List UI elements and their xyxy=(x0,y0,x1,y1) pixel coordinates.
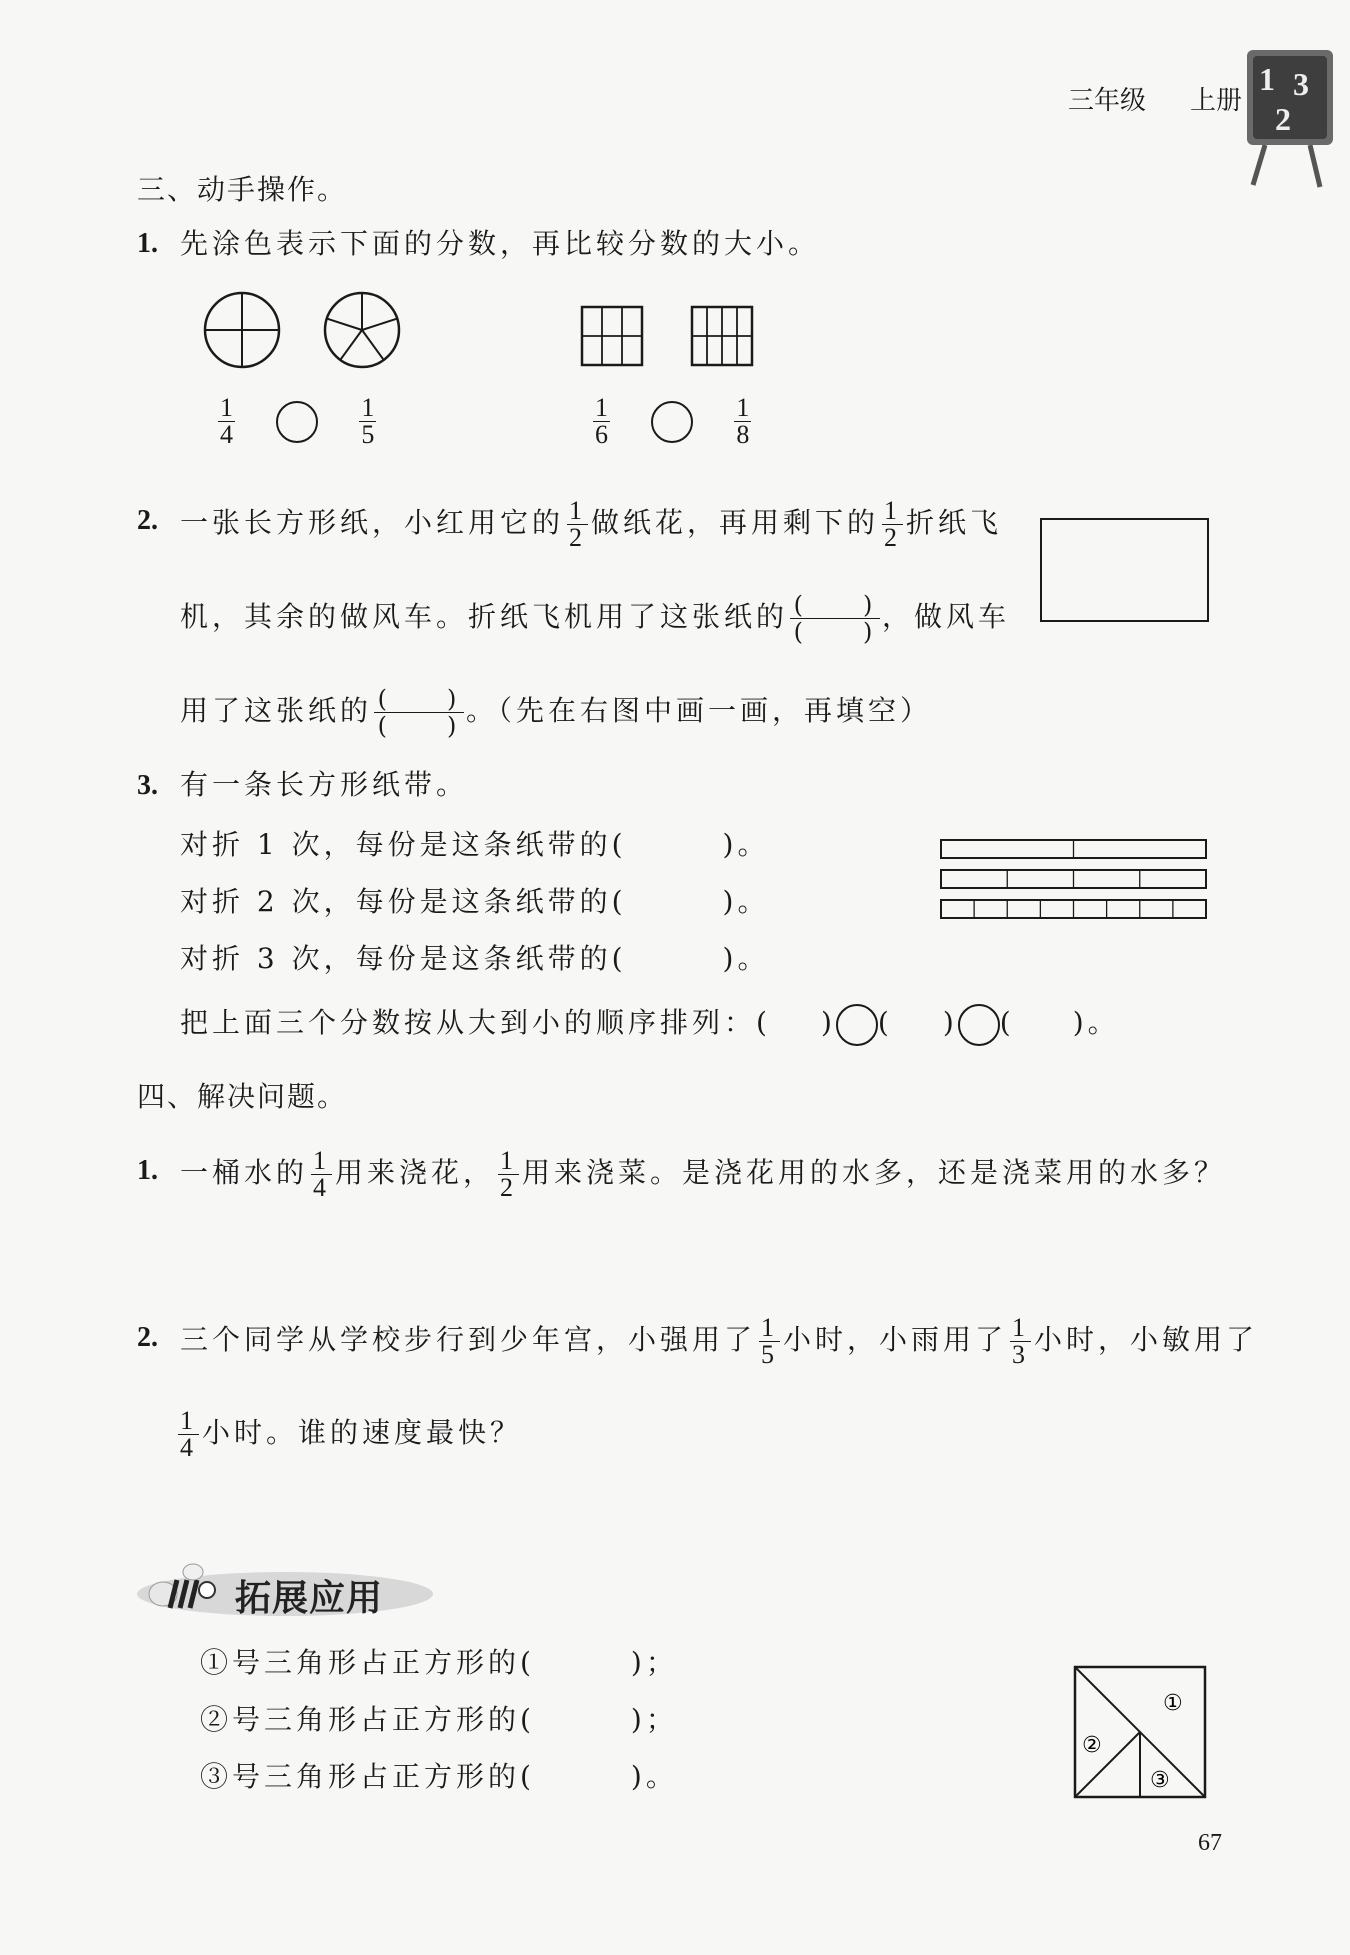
fraction-circles xyxy=(200,290,420,375)
s4-q2-number: 2. xyxy=(137,1322,158,1353)
compare-row-2 xyxy=(590,395,754,448)
ext-line2: ②号三角形占正方形的( )； xyxy=(200,1703,678,1736)
s4-q1-number: 1. xyxy=(137,1155,158,1186)
grid-eighths xyxy=(692,307,752,365)
order-circle-1[interactable] xyxy=(836,1004,878,1046)
q3-order: 把上面三个分数按从大到小的顺序排列：( ) ( ) ( )。 xyxy=(180,1003,1120,1046)
compare-row-1 xyxy=(215,395,379,448)
fraction-1-4: $\frac{1}{4}$ xyxy=(220,393,233,449)
paper-strips xyxy=(940,838,1210,928)
triangle-label-2: ② xyxy=(1082,1733,1102,1758)
square-triangles-figure xyxy=(1070,1662,1210,1802)
order-circle-2[interactable] xyxy=(958,1004,1000,1046)
q3-fold1: 对折 1 次，每份是这条纸带的( )。 xyxy=(180,828,770,861)
ext-line1: ①号三角形占正方形的( )； xyxy=(200,1646,678,1679)
s4-q2-line2: $\frac{1}{4}$ 小时。谁的速度最快？ xyxy=(180,1406,523,1462)
extension-banner xyxy=(135,1560,435,1620)
fraction-grids xyxy=(580,305,760,370)
logo-digit: 2 xyxy=(1275,101,1291,137)
triangle-label-1: ① xyxy=(1163,1691,1183,1716)
triangle-label-3: ③ xyxy=(1150,1768,1170,1793)
q2-number: 2. xyxy=(137,505,158,536)
q2-line1: 一张长方形纸，小红用它的 $\frac{1}{2}$ 做纸花，再用剩下的 $\frac{1}{2}$ 折纸飞 xyxy=(180,496,1003,552)
paper-strip xyxy=(941,840,1206,858)
q1-text: 先涂色表示下面的分数，再比较分数的大小。 xyxy=(180,227,821,260)
circle-quarters xyxy=(205,293,279,367)
compare-circle-2[interactable] xyxy=(651,401,693,443)
compare-circle-1[interactable] xyxy=(276,401,318,443)
q3-fold3: 对折 3 次，每份是这条纸带的( )。 xyxy=(180,942,770,975)
section4-title: 四、解决问题。 xyxy=(137,1080,348,1113)
q3-text: 有一条长方形纸带。 xyxy=(180,768,469,801)
q1-number: 1. xyxy=(137,228,158,259)
rectangle-paper[interactable] xyxy=(1040,518,1209,622)
q3-fold2: 对折 2 次，每份是这条纸带的( )。 xyxy=(180,885,770,918)
q2-line2: 机，其余的做风车。折纸飞机用了这张纸的 ( ) ( ) ，做风车 xyxy=(180,591,1011,646)
logo-digit: 3 xyxy=(1293,66,1309,102)
fraction-1-8: $\frac{1}{8}$ xyxy=(736,393,750,449)
answer-blank-fraction-1[interactable]: ( ) ( ) xyxy=(790,592,880,645)
header-volume: 上册 xyxy=(1190,86,1243,116)
circle-fifths xyxy=(325,293,399,367)
answer-blank-fraction-2[interactable]: ( ) ( ) xyxy=(374,686,464,739)
logo-digit: 1 xyxy=(1259,61,1275,97)
page-number: 67 xyxy=(1198,1830,1222,1856)
q2-line3: 用了这张纸的 ( ) ( ) 。（先在右图中画一画，再填空） xyxy=(180,685,933,740)
fraction-1-5: $\frac{1}{5}$ xyxy=(361,393,375,449)
s4-q1-text: 一桶水的 $\frac{1}{4}$ 用来浇花， $\frac{1}{2}$ 用来浇菜。是浇花用的水多，还是浇菜用的水多？ xyxy=(180,1146,1227,1202)
q3-number: 3. xyxy=(137,770,158,801)
blackboard-logo xyxy=(1245,45,1335,195)
ext-line3: ③号三角形占正方形的( )。 xyxy=(200,1760,678,1793)
section3-title: 三、动手操作。 xyxy=(137,173,348,206)
fraction-1-6: $\frac{1}{6}$ xyxy=(595,393,608,449)
header-grade: 三年级 xyxy=(1068,86,1147,116)
s4-q2-line1: 三个同学从学校步行到少年宫，小强用了 $\frac{1}{5}$ 小时，小雨用了 $\frac{1}{3}$ 小时，小敏用了 xyxy=(180,1313,1259,1369)
paper-strip xyxy=(941,870,1206,888)
grid-sixths xyxy=(582,307,642,365)
paper-strip xyxy=(941,900,1206,918)
extension-title: 拓展应用 xyxy=(235,1578,384,1619)
